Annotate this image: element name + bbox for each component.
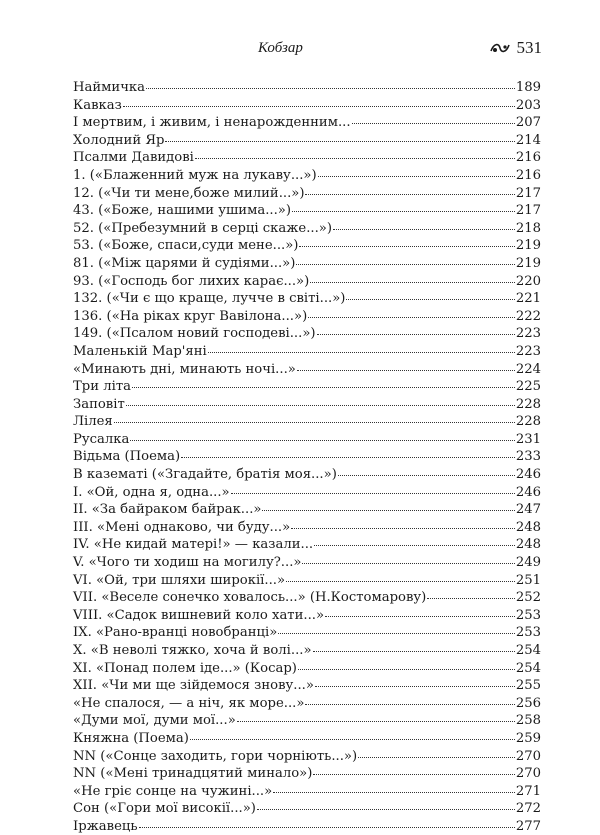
- toc-entry-title: Маленькій Мар'яні: [73, 343, 207, 359]
- toc-entry-title: Заповіт: [73, 396, 125, 412]
- toc-entry-page: 251: [515, 572, 541, 588]
- dot-leader: [299, 234, 514, 247]
- dot-leader: [308, 305, 515, 318]
- dot-leader: [208, 340, 515, 353]
- toc-entry-title: 93. («Господь бог лихих карає...»): [73, 273, 310, 289]
- toc-entry-page: 254: [515, 643, 541, 658]
- page-number-group: [489, 38, 543, 58]
- dot-leader: [231, 481, 515, 494]
- toc-entry-page: 254: [515, 660, 541, 676]
- dot-leader: [296, 252, 514, 265]
- toc-entry-title: IV. «Не кидай матері!» — казали...: [73, 537, 314, 553]
- dot-leader: [286, 569, 515, 582]
- toc-entry-title: «Думи мої, думи мої...»: [73, 713, 236, 729]
- toc-entry-title: 149. («Псалом новий господеві...»): [73, 326, 316, 342]
- toc-entry-page: 221: [515, 291, 541, 307]
- dot-leader: [427, 586, 515, 599]
- dot-leader: [190, 727, 515, 740]
- toc-entry-page: 270: [515, 748, 541, 764]
- toc-entry-page: 216: [515, 150, 541, 166]
- toc-entry-title: 81. («Між царями й судіями...»): [73, 255, 296, 271]
- dot-leader: [132, 375, 515, 388]
- toc-entry-title: 43. («Боже, нашими ушима...»): [73, 203, 291, 219]
- toc-entry-page: 248: [515, 537, 541, 553]
- toc-entry-page: 253: [515, 607, 541, 623]
- toc-entry-page: 216: [515, 167, 541, 183]
- toc-entry-title: 53. («Боже, спаси,суди мене...»): [73, 238, 299, 254]
- dot-leader: [346, 287, 514, 300]
- toc-entry-title: Русалка: [73, 431, 130, 447]
- toc-entry-page: 277: [515, 818, 541, 834]
- toc-entry-page: 248: [515, 519, 541, 535]
- toc-entry-page: 219: [515, 238, 541, 254]
- toc-entry-page: 228: [515, 414, 541, 430]
- toc-entry-page: 256: [515, 695, 541, 711]
- toc-entry-page: 247: [515, 502, 541, 518]
- dot-leader: [297, 358, 515, 371]
- toc-entry-page: 246: [515, 484, 541, 500]
- toc-entry-title: 12. («Чи ти мене,боже милий...»): [73, 185, 305, 201]
- dot-leader: [114, 410, 515, 423]
- toc-entry-page: 271: [515, 783, 541, 799]
- dot-leader: [315, 674, 515, 687]
- dot-leader: [130, 428, 514, 441]
- toc-entry-title: NN («Мені тринадцятий минало»): [73, 766, 313, 782]
- toc-entry-title: NN («Сонце заходить, гори чорніють...»): [73, 748, 358, 764]
- toc-entry-title: «Не спалося, — а ніч, як море...»: [73, 695, 305, 711]
- toc-entry-page: 233: [515, 449, 541, 465]
- dot-leader: [358, 745, 515, 758]
- dot-leader: [318, 164, 515, 177]
- toc-entry-title: Княжна (Поема): [73, 730, 189, 746]
- toc-entry-page: 207: [515, 115, 541, 131]
- toc-entry-title: 1. («Блаженний муж на лукаву...»): [73, 167, 317, 183]
- toc-entry-title: V. «Чого ти ходиш на могилу?...»: [73, 555, 302, 571]
- toc-entry-title: X. «В неволі тяжко, хоча й волі...»: [73, 643, 312, 658]
- toc-entry-page: 270: [515, 766, 541, 782]
- dot-leader: [314, 533, 515, 546]
- toc-entry-title: XI. «Понад полем іде...» (Косар): [73, 660, 297, 676]
- toc-entry-page: 223: [515, 326, 541, 342]
- dot-leader: [313, 762, 514, 775]
- toc-entry-title: Три літа: [73, 379, 131, 395]
- toc-entry-title: 52. («Пребезумний в серці скаже...»): [73, 220, 332, 236]
- toc-entry-page: 225: [515, 379, 541, 395]
- toc-entry-title: III. «Мені однаково, чи буду...»: [73, 519, 291, 535]
- page-header: [0, 40, 600, 62]
- toc-entry-page: 231: [515, 431, 541, 447]
- toc-entry-title: Іржавець: [73, 818, 138, 834]
- toc-entry-title: 132. («Чи є що краще, лучче в світі...»): [73, 291, 346, 307]
- dot-leader: [352, 111, 515, 124]
- toc-entry-title: Наймичка: [73, 80, 146, 95]
- toc-entry-page: 252: [515, 590, 541, 606]
- toc-entry-page: 253: [515, 625, 541, 641]
- toc-entry-title: VII. «Веселе сонечко ховалось...» (Н.Костомарову): [73, 590, 427, 606]
- dot-leader: [291, 516, 515, 529]
- toc-entry-page: 218: [515, 220, 541, 236]
- dot-leader: [278, 621, 515, 634]
- table-of-contents: [73, 78, 541, 835]
- fleuron-icon: [489, 41, 511, 55]
- toc-entry-title: І мертвим, і живим, і ненарожденним...: [73, 115, 351, 131]
- page-number: 531: [516, 38, 542, 57]
- dot-leader: [181, 445, 515, 458]
- dot-leader: [317, 322, 515, 335]
- dot-leader: [165, 129, 514, 142]
- toc-entry-title: «Не гріє сонце на чужині...»: [73, 783, 273, 799]
- toc-entry-page: 255: [515, 678, 541, 694]
- toc-entry-page: 189: [515, 80, 541, 95]
- toc-entry-title: Кавказ: [73, 97, 122, 113]
- dot-leader: [195, 146, 515, 159]
- dot-leader: [310, 270, 515, 283]
- dot-leader: [257, 797, 515, 810]
- dot-leader: [126, 393, 515, 406]
- dot-leader: [298, 657, 515, 670]
- toc-entry-page: 228: [515, 396, 541, 412]
- toc-entry-page: 217: [515, 185, 541, 201]
- dot-leader: [313, 639, 515, 652]
- dot-leader: [262, 498, 514, 511]
- dot-leader: [139, 815, 515, 828]
- dot-leader: [292, 199, 515, 212]
- toc-entry-title: XII. «Чи ми ще зійдемося знову...»: [73, 678, 314, 694]
- toc-entry-page: 219: [515, 255, 541, 271]
- toc-entry-page: 272: [515, 801, 541, 817]
- toc-entry-page: 220: [515, 273, 541, 289]
- running-title: Кобзар: [258, 40, 303, 56]
- toc-entry-title: II. «За байраком байрак...»: [73, 502, 262, 518]
- toc-entry-title: Відьма (Поема): [73, 449, 181, 465]
- dot-leader: [237, 709, 515, 722]
- dot-leader: [146, 76, 515, 89]
- toc-entry-title: В казематі («Згадайте, братія моя...»): [73, 467, 337, 483]
- toc-entry-page: 214: [515, 132, 541, 148]
- toc-entry-page: 224: [515, 361, 541, 377]
- dot-leader: [273, 780, 515, 793]
- toc-entry-page: 223: [515, 343, 541, 359]
- dot-leader: [123, 94, 515, 107]
- toc-entry-page: 203: [515, 97, 541, 113]
- toc-entry-title: Лілея: [73, 414, 113, 430]
- toc-entry-title: «Минають дні, минають ночі...»: [73, 361, 296, 377]
- dot-leader: [338, 463, 515, 476]
- toc-entry-page: 249: [515, 555, 541, 571]
- dot-leader: [325, 604, 515, 617]
- toc-entry: [73, 817, 541, 835]
- toc-entry-title: Псалми Давидові: [73, 150, 194, 166]
- toc-entry-title: Сон («Гори мої високії...»): [73, 801, 256, 817]
- toc-entry-title: І. «Ой, одна я, одна...»: [73, 484, 230, 500]
- toc-entry-title: IX. «Рано-вранці новобранці»: [73, 625, 278, 641]
- dot-leader: [305, 692, 514, 705]
- dot-leader: [305, 182, 514, 195]
- dot-leader: [333, 217, 515, 230]
- toc-entry-title: VI. «Ой, три шляхи широкії...»: [73, 572, 286, 588]
- dot-leader: [302, 551, 514, 564]
- toc-entry-title: 136. («На ріках круг Вавілона...»): [73, 308, 308, 324]
- toc-entry-title: Холодний Яр: [73, 132, 165, 148]
- toc-entry-page: 258: [515, 713, 541, 729]
- toc-entry-page: 222: [515, 308, 541, 324]
- toc-entry-page: 246: [515, 467, 541, 483]
- toc-entry-page: 217: [515, 203, 541, 219]
- toc-entry-page: 259: [515, 730, 541, 746]
- toc-entry-title: VIII. «Садок вишневий коло хати...»: [73, 607, 325, 623]
